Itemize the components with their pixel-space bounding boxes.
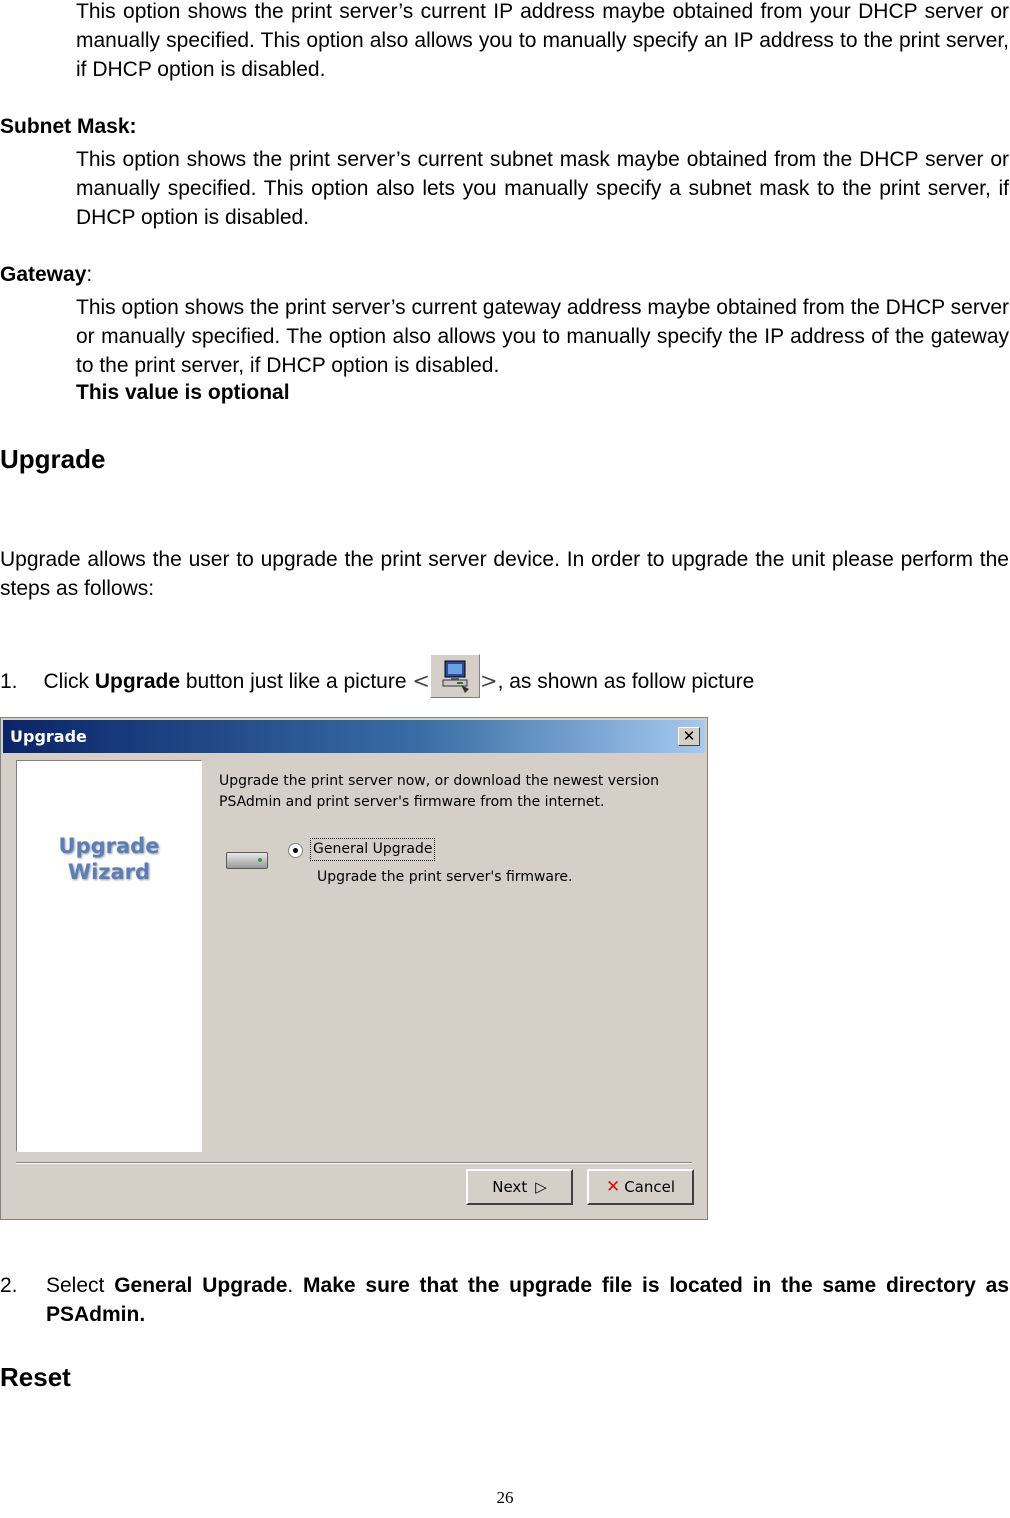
step-1-number: 1.	[0, 670, 18, 693]
upgrade-section-heading: Upgrade	[0, 444, 106, 474]
wizard-side-panel	[16, 760, 202, 1152]
page-number: 26	[496, 1488, 514, 1507]
general-upgrade-radio[interactable]	[288, 843, 303, 858]
dialog-intro-line-2: PSAdmin and print server's firmware from the internet.	[219, 794, 605, 810]
dialog-title-bar	[3, 720, 705, 753]
step-1: 1. Click Upgrade button just like a picture < >, as shown as follow picture	[0, 654, 754, 698]
upgrade-dialog	[0, 717, 708, 1220]
gateway-description: This option shows the print server’s current gateway address maybe obtained from the DHCP server or manually specified. The option also allows you to manually specify the IP address of the gateway to the print server, if DHCP option is disabled.	[76, 296, 1009, 377]
next-button[interactable]: Next ▷	[466, 1169, 573, 1205]
step-2: Select General Upgrade. Make sure that the upgrade file is located in the same directory as PSAdmin.	[46, 1274, 1009, 1326]
gateway-optional-note: This value is optional	[76, 381, 290, 404]
dialog-title: Upgrade	[10, 727, 87, 746]
dialog-intro-line-1: Upgrade the print server now, or download the newest version	[219, 773, 660, 789]
reset-section-heading: Reset	[0, 1362, 71, 1392]
upgrade-intro: Upgrade allows the user to upgrade the print server device. In order to upgrade the unit please perform the steps as follows:	[0, 548, 1009, 600]
general-upgrade-label[interactable]: General Upgrade	[310, 838, 435, 861]
print-server-device-icon	[226, 852, 268, 869]
subnet-mask-heading: Subnet Mask:	[0, 115, 137, 138]
step-2-number: 2.	[0, 1274, 18, 1297]
gateway-heading: Gateway:	[0, 263, 93, 286]
cancel-x-icon: ✕	[605, 1177, 621, 1197]
dialog-separator	[16, 1162, 692, 1164]
wizard-label: Upgrade Wizard	[58, 834, 160, 884]
computer-upgrade-icon	[430, 654, 480, 698]
cancel-button[interactable]: ✕ Cancel	[587, 1169, 694, 1205]
general-upgrade-description: Upgrade the print server's firmware.	[317, 869, 573, 885]
ip-address-description: This option shows the print server’s current IP address maybe obtained from your DHCP server or manually specified. This option also allows you to manually specify an IP address to the print server, if DHCP option is disabled.	[76, 0, 1009, 81]
close-icon: ✕	[682, 727, 696, 745]
subnet-mask-description: This option shows the print server’s current subnet mask maybe obtained from the DHCP server or manually specified. This option also lets you manually specify a subnet mask to the print server, if DHCP option is disabled.	[76, 148, 1009, 229]
close-button[interactable]	[678, 727, 700, 746]
next-arrow-icon: ▷	[535, 1178, 547, 1196]
